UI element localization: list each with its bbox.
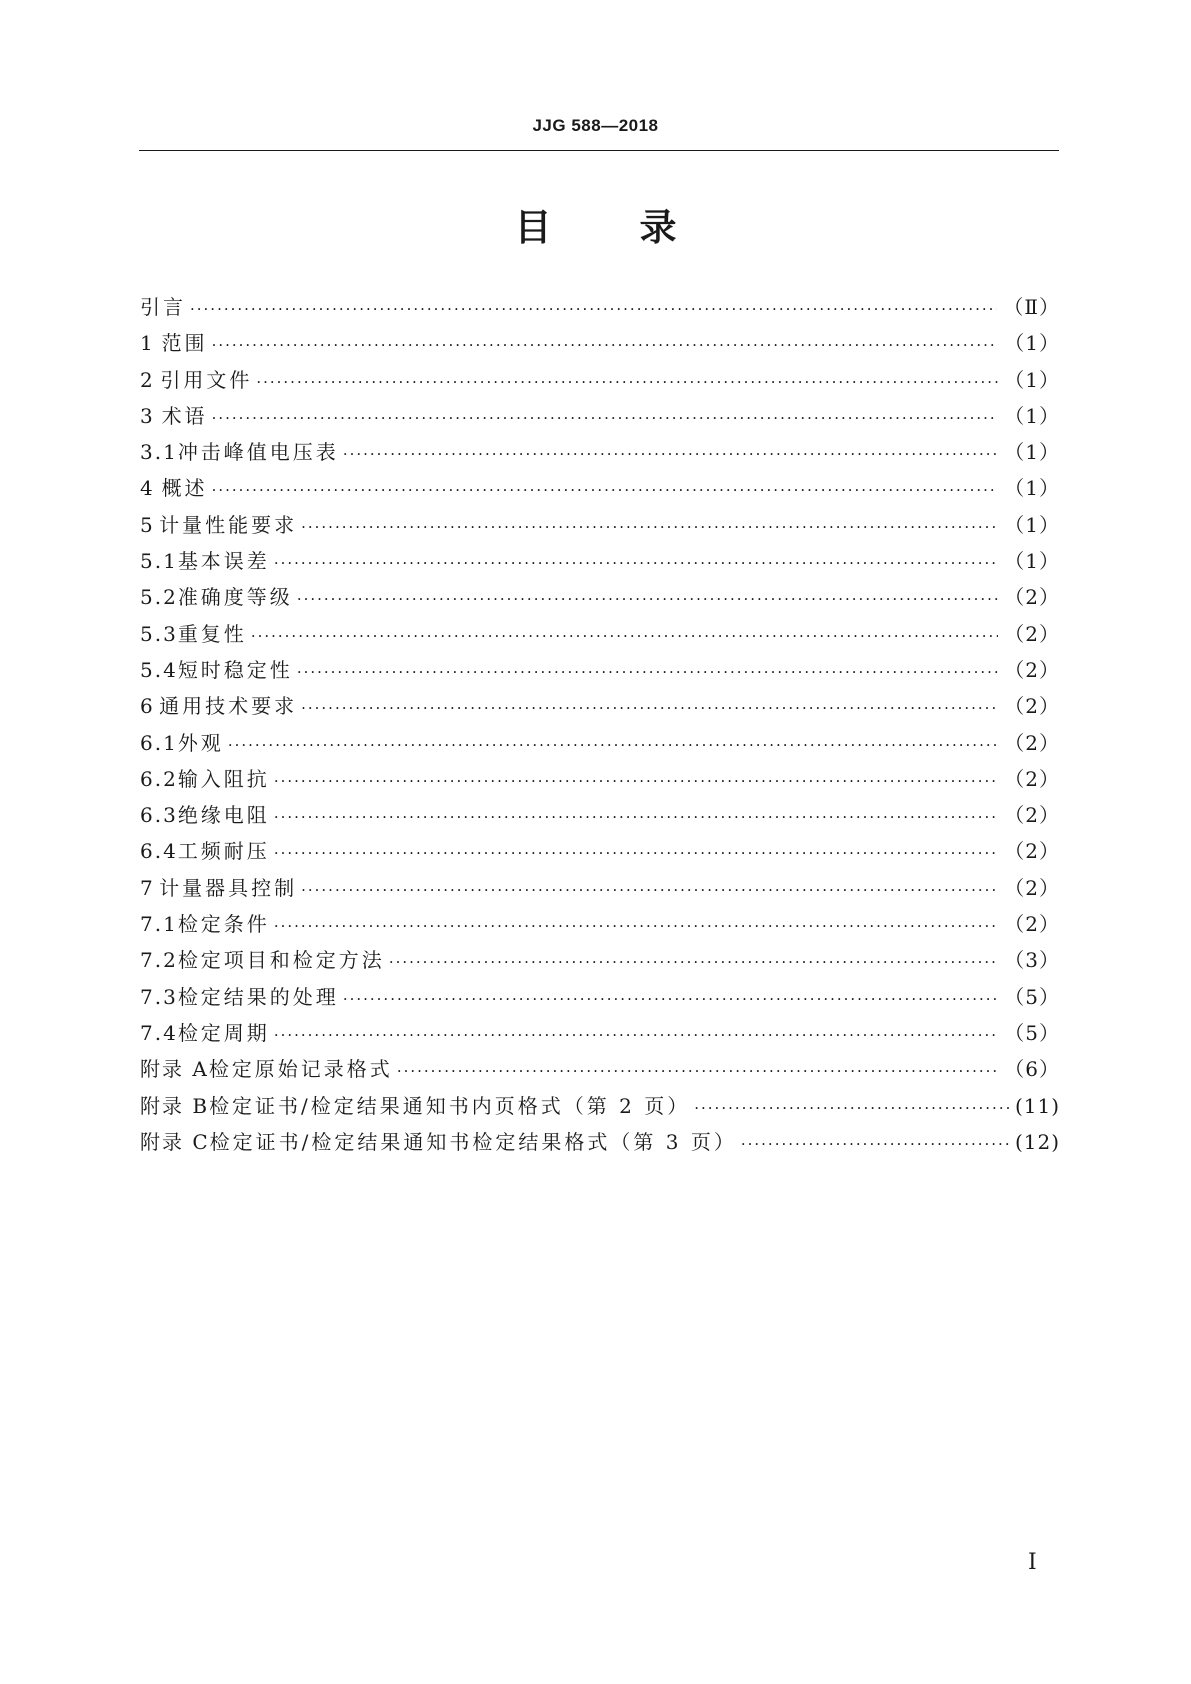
toc-entry-number: 7.3 <box>140 984 178 1009</box>
toc-entry-number: 7.1 <box>140 912 178 937</box>
toc-entry[interactable] <box>140 434 1060 470</box>
toc-title-char-2: 录 <box>639 206 677 249</box>
toc-entry-number: 2 <box>140 367 155 392</box>
toc-entry[interactable] <box>140 616 1060 652</box>
toc-entry-label: 计量性能要求 <box>159 512 298 537</box>
toc-leader-dots <box>274 1017 998 1053</box>
toc-entry-page: （1） <box>1004 440 1060 465</box>
toc-entry-label: 冲击峰值电压表 <box>177 440 339 465</box>
header-rule <box>139 150 1059 151</box>
toc-entry-number: 3.1 <box>140 440 178 465</box>
toc-entry-label: 引言 <box>140 295 186 319</box>
toc-entry-page: （Ⅱ） <box>1003 295 1060 319</box>
toc-entry-page: （2） <box>1004 585 1060 610</box>
toc-entry-label: 输入阻抗 <box>177 766 270 791</box>
toc-leader-dots <box>274 835 998 871</box>
toc-entry[interactable] <box>140 797 1060 833</box>
toc-leader-dots <box>212 327 999 363</box>
toc-entry-number: 3 <box>140 403 155 428</box>
toc-entry-page: （2） <box>1004 621 1060 646</box>
toc-entry-label: 基本误差 <box>177 549 270 574</box>
toc-title-char-1: 目 <box>514 206 552 249</box>
toc-entry-page: （2） <box>1004 657 1060 682</box>
toc-entry-page: (12) <box>1014 1129 1060 1154</box>
toc-entry-label: 通用技术要求 <box>159 694 298 719</box>
toc-entry-page: （2） <box>1004 730 1060 755</box>
toc-entry-number: 6.1 <box>140 730 178 755</box>
toc-entry-number: 4 <box>140 476 155 501</box>
toc-entry-page: （2） <box>1004 912 1060 937</box>
toc-entry-number: 附录 C <box>140 1129 210 1154</box>
toc-leader-dots <box>251 618 998 654</box>
toc-entry[interactable] <box>140 325 1060 361</box>
toc-entry-number: 7 <box>140 875 155 900</box>
toc-entry-page: （2） <box>1004 839 1060 864</box>
toc-entry[interactable] <box>140 507 1060 543</box>
toc-leader-dots <box>741 1126 1009 1162</box>
toc-entry-label: 检定项目和检定方法 <box>177 948 385 973</box>
toc-entry-page: （1） <box>1004 476 1060 501</box>
toc-entry-number: 6.3 <box>140 803 178 828</box>
toc-leader-dots <box>301 872 998 908</box>
toc-entry[interactable] <box>140 761 1060 797</box>
toc-leader-dots <box>274 908 998 944</box>
toc-entry[interactable] <box>140 942 1060 978</box>
toc-leader-dots <box>274 545 998 581</box>
toc-entry-label: 工频耐压 <box>177 839 270 864</box>
toc-entry-page: （5） <box>1004 1020 1060 1045</box>
toc-leader-dots <box>212 400 999 436</box>
toc-entry-label: 概述 <box>161 476 208 501</box>
toc-leader-dots <box>212 472 999 508</box>
toc-entry[interactable] <box>140 979 1060 1015</box>
toc-entry[interactable] <box>140 725 1060 761</box>
toc-entry[interactable] <box>140 1015 1060 1051</box>
toc-entry-label: 检定原始记录格式 <box>208 1057 393 1082</box>
toc-entry[interactable] <box>140 870 1060 906</box>
toc-entry-label: 短时稳定性 <box>177 657 293 682</box>
toc-leader-dots <box>297 581 998 617</box>
page-number: Ⅰ <box>1028 1550 1037 1575</box>
toc-entry-label: 检定周期 <box>177 1020 270 1045</box>
toc-entry-page: （2） <box>1004 766 1060 791</box>
toc-entry-number: 5.4 <box>140 657 178 682</box>
toc-entry-label: 准确度等级 <box>177 585 293 610</box>
toc-entry-number: 7.2 <box>140 948 178 973</box>
toc-entry-label: 引用文件 <box>160 367 253 392</box>
toc-leader-dots <box>256 364 998 400</box>
toc-entry-label: 检定证书/检定结果通知书内页格式（第 2 页） <box>209 1093 691 1118</box>
toc-entry[interactable] <box>140 1088 1060 1124</box>
toc-entry[interactable] <box>140 579 1060 615</box>
toc-entry[interactable] <box>140 688 1060 724</box>
toc-entry-number: 5.3 <box>140 621 178 646</box>
toc-entry-number: 6.4 <box>140 839 178 864</box>
toc-entry-number: 6.2 <box>140 766 178 791</box>
toc-entry-label: 术语 <box>161 403 208 428</box>
toc-leader-dots <box>301 690 998 726</box>
toc-entry-number: 1 <box>140 331 155 356</box>
toc-entry-label: 绝缘电阻 <box>177 803 270 828</box>
toc-leader-dots <box>228 727 998 763</box>
toc-entry-number: 5 <box>140 512 155 537</box>
toc-entry-label: 计量器具控制 <box>159 875 298 900</box>
toc-leader-dots <box>274 763 998 799</box>
toc-leader-dots <box>190 291 997 327</box>
toc-entry[interactable] <box>140 289 1060 325</box>
toc-entry-label: 检定条件 <box>177 912 270 937</box>
toc-leader-dots <box>343 981 998 1017</box>
toc-entry-label: 外观 <box>177 730 224 755</box>
toc-entry[interactable] <box>140 470 1060 506</box>
toc-entry[interactable] <box>140 906 1060 942</box>
toc-entry-page: （6） <box>1004 1057 1060 1082</box>
toc-leader-dots <box>297 654 998 690</box>
toc-entry-number: 5.2 <box>140 585 178 610</box>
toc-leader-dots <box>694 1090 1009 1126</box>
toc-entry-page: （5） <box>1004 984 1060 1009</box>
toc-entry-page: （2） <box>1004 803 1060 828</box>
toc-entry-page: （2） <box>1004 875 1060 900</box>
toc-entry[interactable] <box>140 362 1060 398</box>
standard-code: JJG 588—2018 <box>532 116 659 135</box>
toc-title <box>0 200 1191 256</box>
toc-entry-page: （1） <box>1004 512 1060 537</box>
toc-entry-label: 重复性 <box>177 621 247 646</box>
toc-entry[interactable] <box>140 398 1060 434</box>
toc-entry-label: 范围 <box>161 331 208 356</box>
toc-entry-number: 6 <box>140 694 155 719</box>
toc-entry[interactable] <box>140 652 1060 688</box>
toc-entry[interactable] <box>140 1124 1060 1160</box>
toc-entry[interactable] <box>140 543 1060 579</box>
toc-entry-page: （2） <box>1004 694 1060 719</box>
toc-entry[interactable] <box>140 1051 1060 1087</box>
toc-leader-dots <box>397 1053 998 1089</box>
toc-entry-page: （1） <box>1004 367 1060 392</box>
toc-entry-page: （1） <box>1004 331 1060 356</box>
toc-leader-dots <box>389 944 998 980</box>
toc-entry[interactable] <box>140 833 1060 869</box>
toc-entry-page: （1） <box>1004 549 1060 574</box>
toc-entry-number: 7.4 <box>140 1020 178 1045</box>
toc-entry-label: 检定结果的处理 <box>177 984 339 1009</box>
toc-list <box>140 289 1060 1160</box>
toc-entry-number: 附录 B <box>140 1093 210 1118</box>
toc-leader-dots <box>274 799 998 835</box>
toc-entry-page: (11) <box>1014 1093 1060 1118</box>
toc-entry-page: （3） <box>1004 948 1060 973</box>
toc-leader-dots <box>301 509 998 545</box>
toc-entry-number: 附录 A <box>140 1057 209 1082</box>
toc-leader-dots <box>343 436 998 472</box>
toc-entry-label: 检定证书/检定结果通知书检定结果格式（第 3 页） <box>209 1129 737 1154</box>
toc-entry-number: 5.1 <box>140 549 178 574</box>
toc-entry-page: （1） <box>1004 403 1060 428</box>
